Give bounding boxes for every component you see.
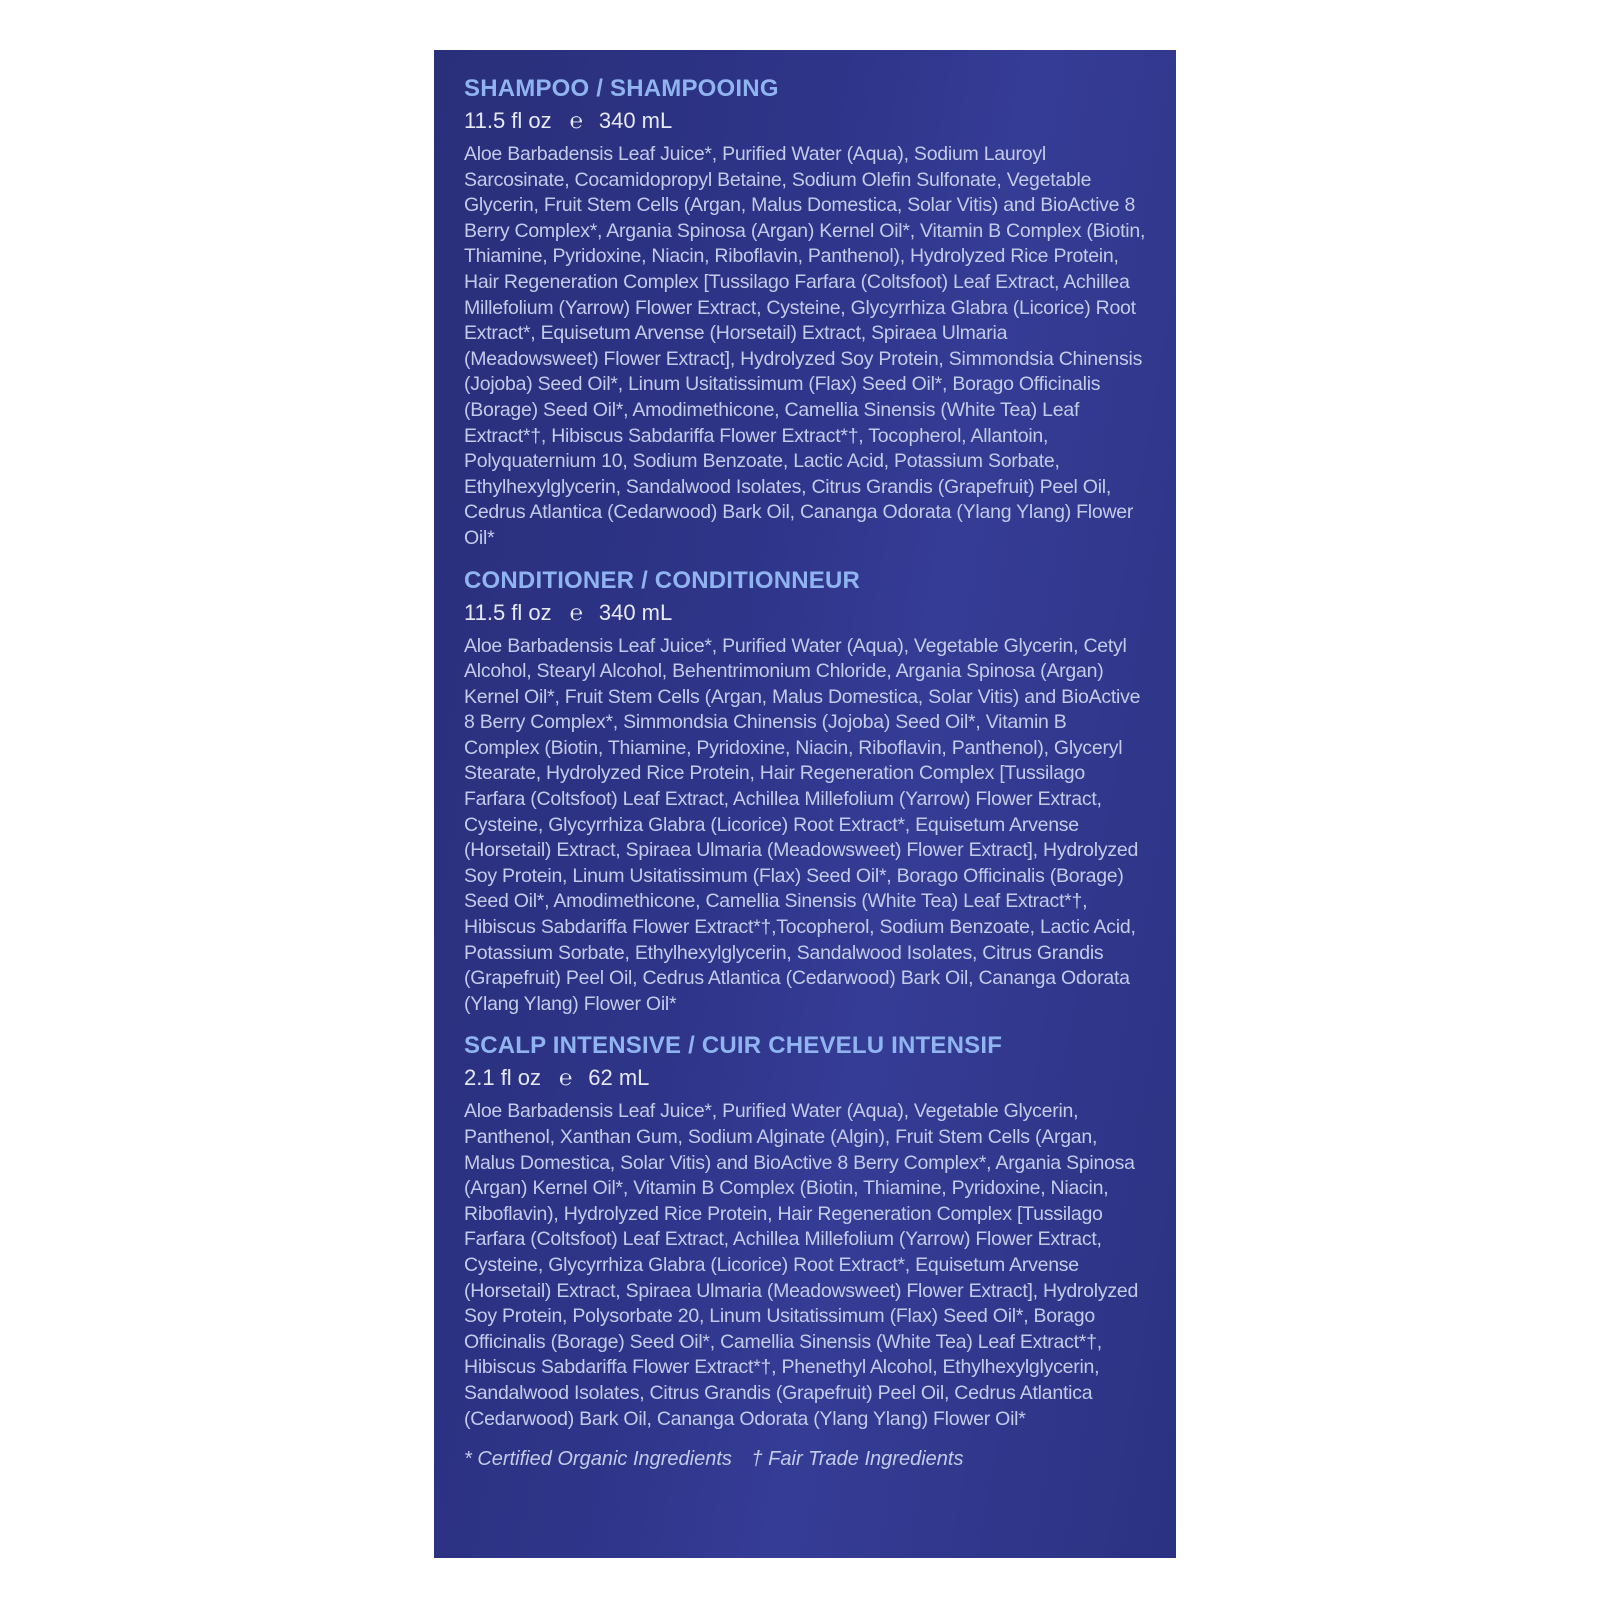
estimated-sign-icon: ℮	[559, 1065, 573, 1091]
shampoo-heading: SHAMPOO / SHAMPOOING	[464, 75, 779, 102]
volume-metric: 340 mL	[598, 108, 673, 133]
ingredients-panel	[434, 50, 1176, 1558]
footnotes	[464, 1446, 1146, 1472]
volume-us: 11.5 fl oz	[464, 108, 552, 133]
estimated-sign-icon: ℮	[569, 599, 583, 625]
shampoo-ingredients: Aloe Barbadensis Leaf Juice*, Purified Water (Aqua), Sodium Lauroyl Sarcosinate, Cocamidopropyl Betaine, Sodium Olefin Sulfonate, Vegetable Glycerin, Fruit Stem Cells (Argan, Malus Domestica, Solar Vitis) and BioActive 8 Berry Complex*, Argania Spinosa (Argan) Kernel Oil*, Vitamin B Complex (Biotin, Thiamine, Pyridoxine, Niacin, Riboflavin, Panthenol), Hydrolyzed Rice Protein, Hair Regeneration Complex [Tussilago Farfara (Coltsfoot) Leaf Extract, Achillea Millefolium (Yarrow) Flower Extract, Cysteine, Glycyrrhiza Glabra (Licorice) Root Extract*, Equisetum Arvense (Horsetail) Extract, Spiraea Ulmaria (Meadowsweet) Flower Extract], Hydrolyzed Soy Protein, Simmondsia Chinensis (Jojoba) Seed Oil*, Linum Usitatissimum (Flax) Seed Oil*, Borago Officinalis (Borage) Seed Oil*, Amodimethicone, Camellia Sinensis (White Tea) Leaf Extract*†, Hibiscus Sabdariffa Flower Extract*†, Tocopherol, Allantoin, Polyquaternium 10, Sodium Benzoate, Lactic Acid, Potassium Sorbate, Ethylhexylglycerin, Sandalwood Isolates, Citrus Grandis (Grapefruit) Peel Oil, Cedrus Atlantica (Cedarwood) Bark Oil, Cananga Odorata (Ylang Ylang) Flower Oil*	[464, 143, 1146, 549]
conditioner-ingredients: Aloe Barbadensis Leaf Juice*, Purified Water (Aqua), Vegetable Glycerin, Cetyl Alcohol, Stearyl Alcohol, Behentrimonium Chloride, Argania Spinosa (Argan) Kernel Oil*, Fruit Stem Cells (Argan, Malus Domestica, Solar Vitis) and BioActive 8 Berry Complex*, Simmondsia Chinensis (Jojoba) Seed Oil*, Vitamin B Complex (Biotin, Thiamine, Pyridoxine, Niacin, Riboflavin, Panthenol), Glyceryl Stearate, Hydrolyzed Rice Protein, Hair Regeneration Complex [Tussilago Farfara (Coltsfoot) Leaf Extract, Achillea Millefolium (Yarrow) Flower Extract, Cysteine, Glycyrrhiza Glabra (Licorice) Root Extract*, Equisetum Arvense (Horsetail) Extract, Spiraea Ulmaria (Meadowsweet) Flower Extract], Hydrolyzed Soy Protein, Linum Usitatissimum (Flax) Seed Oil*, Borago Officinalis (Borage) Seed Oil*, Amodimethicone, Camellia Sinensis (White Tea) Leaf Extract*†, Hibiscus Sabdariffa Flower Extract*†,Tocopherol, Sodium Benzoate, Lactic Acid, Potassium Sorbate, Ethylhexylglycerin, Sandalwood Isolates, Citrus Grandis (Grapefruit) Peel Oil, Cedrus Atlantica (Cedarwood) Bark Oil, Cananga Odorata (Ylang Ylang) Flower Oil*	[464, 634, 1141, 1015]
organic-footnote: * Certified Organic Ingredients	[464, 1448, 732, 1471]
scalp-intensive-ingredients: Aloe Barbadensis Leaf Juice*, Purified Water (Aqua), Vegetable Glycerin, Panthenol, Xanthan Gum, Sodium Alginate (Algin), Fruit Stem Cells (Argan, Malus Domestica, Solar Vitis) and BioActive 8 Berry Complex*, Argania Spinosa (Argan) Kernel Oil*, Vitamin B Complex (Biotin, Thiamine, Pyridoxine, Niacin, Riboflavin), Hydrolyzed Rice Protein, Hair Regeneration Complex [Tussilago Farfara (Coltsfoot) Leaf Extract, Achillea Millefolium (Yarrow) Flower Extract, Cysteine, Glycyrrhiza Glabra (Licorice) Root Extract*, Equisetum Arvense (Horsetail) Extract, Spiraea Ulmaria (Meadowsweet) Flower Extract], Hydrolyzed Soy Protein, Polysorbate 20, Linum Usitatissimum (Flax) Seed Oil*, Borago Officinalis (Borage) Seed Oil*, Camellia Sinensis (White Tea) Leaf Extract*†, Hibiscus Sabdariffa Flower Extract*†, Phenethyl Alcohol, Ethylhexylglycerin, Sandalwood Isolates, Citrus Grandis (Grapefruit) Peel Oil, Cedrus Atlantica (Cedarwood) Bark Oil, Cananga Odorata (Ylang Ylang) Flower Oil*	[464, 1100, 1139, 1430]
volume-us: 11.5 fl oz	[464, 599, 552, 625]
scalp-intensive-heading: SCALP INTENSIVE / CUIR CHEVELU INTENSIF	[464, 1032, 1003, 1060]
volume-metric: 340 mL	[598, 599, 673, 625]
volume-us: 2.1 fl oz	[464, 1065, 542, 1091]
fair-trade-footnote: † Fair Trade Ingredients	[751, 1448, 964, 1471]
conditioner-section	[464, 566, 1146, 1018]
shampoo-section	[464, 74, 1146, 552]
scalp-intensive-volume	[464, 1063, 1146, 1093]
conditioner-volume	[464, 598, 1146, 628]
shampoo-volume	[464, 106, 1146, 136]
estimated-sign-icon: ℮	[569, 108, 583, 133]
scalp-intensive-section	[464, 1031, 1146, 1432]
conditioner-heading: CONDITIONER / CONDITIONNEUR	[464, 566, 861, 594]
volume-metric: 62 mL	[588, 1065, 650, 1091]
